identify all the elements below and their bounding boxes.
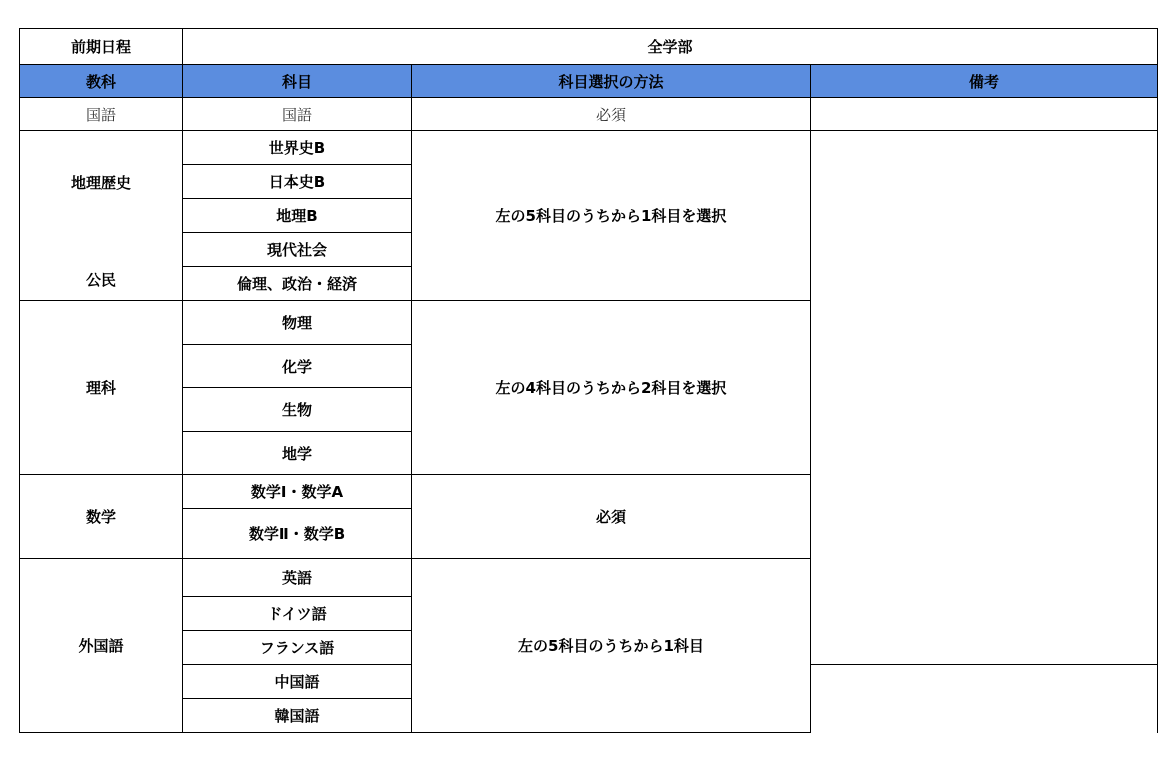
chireki-subject: 世界史B bbox=[183, 131, 412, 165]
rika-area: 理科 bbox=[20, 301, 183, 475]
header-subject: 科目 bbox=[183, 65, 412, 98]
gaikokugo-subject: ドイツ語 bbox=[183, 597, 412, 631]
gaikokugo-method: 左の5科目のうちから1科目 bbox=[412, 559, 811, 733]
gaikokugo-subject: フランス語 bbox=[183, 631, 412, 665]
gaikokugo-subject: 韓国語 bbox=[183, 699, 412, 733]
title-row bbox=[20, 29, 1158, 65]
kokugo-area: 国語 bbox=[20, 98, 183, 131]
chireki-area-label-1: 地理歴史 bbox=[70, 174, 131, 192]
schedule-label: 前期日程 bbox=[20, 29, 183, 65]
rika-subject: 物理 bbox=[183, 301, 412, 345]
sugaku-area: 数学 bbox=[20, 475, 183, 559]
gaikokugo-area: 外国語 bbox=[20, 559, 183, 733]
chireki-area bbox=[20, 131, 183, 301]
rika-method: 左の4科目のうちから2科目を選択 bbox=[412, 301, 811, 475]
header-method: 科目選択の方法 bbox=[412, 65, 811, 98]
sugaku-subject: 数学Ⅱ・数学B bbox=[183, 509, 412, 559]
chireki-method: 左の5科目のうちから1科目を選択 bbox=[412, 131, 811, 301]
table-row bbox=[20, 131, 1158, 165]
sugaku-method: 必須 bbox=[412, 475, 811, 559]
remarks-block-1 bbox=[811, 131, 1158, 665]
rika-subject: 地学 bbox=[183, 432, 412, 475]
faculty-title: 全学部 bbox=[183, 29, 1158, 65]
header-remarks: 備考 bbox=[811, 65, 1158, 98]
chireki-area-label-2: 公民 bbox=[85, 271, 116, 289]
rika-subject: 化学 bbox=[183, 345, 412, 388]
gaikokugo-subject: 英語 bbox=[183, 559, 412, 597]
chireki-subject: 現代社会 bbox=[183, 233, 412, 267]
header-subject-area: 教科 bbox=[20, 65, 183, 98]
kokugo-method: 必須 bbox=[412, 98, 811, 131]
chireki-subject: 日本史B bbox=[183, 165, 412, 199]
table-row bbox=[20, 98, 1158, 131]
exam-subjects-table bbox=[19, 28, 1158, 733]
gaikokugo-subject: 中国語 bbox=[183, 665, 412, 699]
sugaku-subject: 数学Ⅰ・数学A bbox=[183, 475, 412, 509]
rika-subject: 生物 bbox=[183, 388, 412, 432]
header-row bbox=[20, 65, 1158, 98]
kokugo-subject: 国語 bbox=[183, 98, 412, 131]
kokugo-remarks bbox=[811, 98, 1158, 131]
chireki-subject: 倫理、政治・経済 bbox=[183, 267, 412, 301]
chireki-subject: 地理B bbox=[183, 199, 412, 233]
